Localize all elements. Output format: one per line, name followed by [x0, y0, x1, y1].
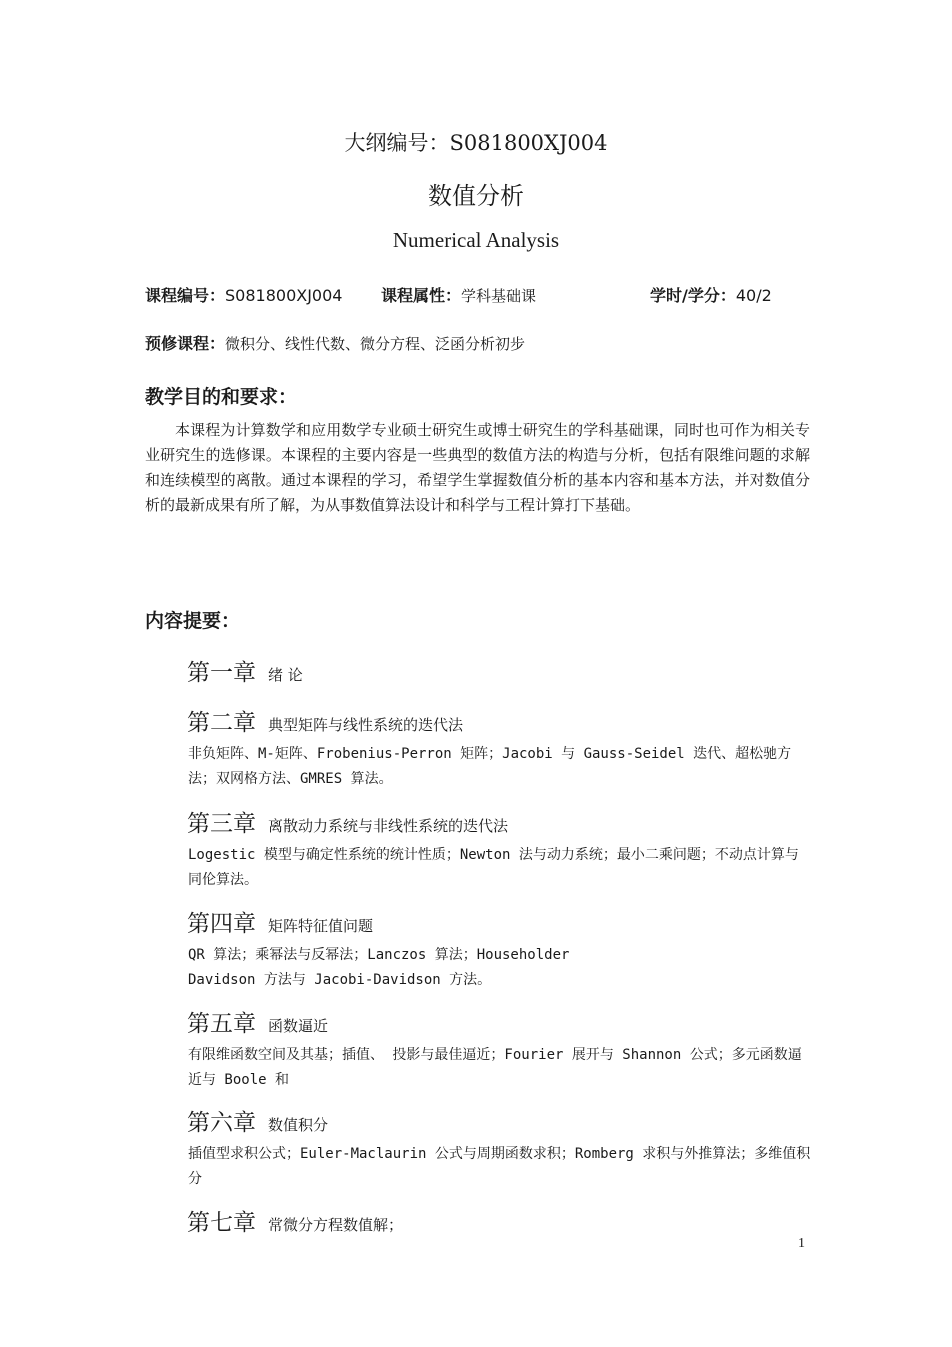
prereq-label: 预修课程： [145, 334, 226, 353]
chapter-body: 插值型求积公式；Euler-Maclaurin 公式与周期函数求积；Romberg 求积与外推算法；多维值积分 [188, 1146, 811, 1187]
chapter-body: 非负矩阵、M-矩阵、Frobenius-Perron 矩阵；Jacobi 与 Gauss-Seidel 迭代、超松驰方法；双网格方法、GMRES 算法。 [188, 746, 792, 787]
prereq-value: 微积分、线性代数、微分方程、泛函分析初步 [225, 335, 526, 353]
chapter-title: 函数逼近 [268, 1017, 329, 1035]
course-type [381, 283, 536, 306]
course-title-en: Numerical Analysis [392, 228, 560, 252]
chapter-title: 典型矩阵与线性系统的迭代法 [268, 716, 464, 734]
course-code [145, 283, 342, 306]
chapter-body [188, 943, 812, 993]
course-code-value: S081800XJ004 [225, 286, 343, 305]
chapter-6 [187, 1104, 812, 1192]
chapter-number: 第三章 [187, 811, 256, 837]
chapter-body: Logestic 模型与确定性系统的统计性质；Newton 法与动力系统；最小二乘问题；不动点计算与同伦算法。 [188, 847, 799, 888]
chapter-3 [187, 805, 812, 893]
chapter-title: 矩阵特征值问题 [268, 917, 374, 935]
page-number: 1 [798, 1236, 805, 1251]
chapter-title: 离散动力系统与非线性系统的迭代法 [268, 817, 509, 835]
course-type-label: 课程属性： [381, 286, 462, 305]
chapter-2 [187, 704, 812, 792]
chapter-title: 常微分方程数值解； [268, 1216, 404, 1234]
chapter-number: 第七章 [187, 1210, 256, 1236]
chapter-4 [187, 905, 812, 993]
chapter-number: 第一章 [187, 660, 256, 686]
prerequisites [145, 331, 525, 354]
chapter-title: 数值积分 [268, 1116, 329, 1134]
chapter-1 [187, 654, 812, 688]
outline-number: 大纲编号：S081800XJ004 [344, 131, 608, 155]
chapter-number: 第四章 [187, 911, 256, 937]
hours-label: 学时/学分： [650, 286, 736, 305]
chapter-body-line: Davidson 方法与 Jacobi-Davidson 方法。 [188, 972, 492, 988]
chapter-7 [187, 1204, 812, 1238]
chapter-title: 绪 论 [268, 666, 303, 684]
course-code-label: 课程编号： [145, 286, 226, 305]
content-heading: 内容提要： [145, 610, 241, 632]
chapter-number: 第二章 [187, 710, 256, 736]
course-type-value: 学科基础课 [461, 287, 537, 305]
chapter-number: 第六章 [187, 1110, 256, 1136]
chapter-5 [187, 1005, 812, 1093]
hours-value: 40/2 [735, 286, 772, 305]
chapter-body-line: QR 算法；乘幂法与反幂法；Lanczos 算法；Householder [188, 947, 570, 963]
course-title-cn: 数值分析 [428, 182, 524, 210]
course-hours [650, 283, 772, 306]
chapter-number: 第五章 [187, 1011, 256, 1037]
goals-paragraph: 本课程为计算数学和应用数学专业硕士研究生或博士研究生的学科基础课，同时也可作为相关专业研究生的选修课。本课程的主要内容是一些典型的数值方法的构造与分析，包括有限维问题的求解和连续模型的离散。通过本课程的学习，希望学生掌握数值分析的基本内容和基本方法，并对数值分析的最新成果有所了解，为从事数值算法设计和科学与工程计算打下基础。 [145, 421, 810, 514]
chapter-body: 有限维函数空间及其基；插值、 投影与最佳逼近；Fourier 展开与 Shannon 公式；多元函数逼近与 Boole 和 [188, 1047, 802, 1088]
goals-heading: 教学目的和要求： [145, 386, 298, 408]
